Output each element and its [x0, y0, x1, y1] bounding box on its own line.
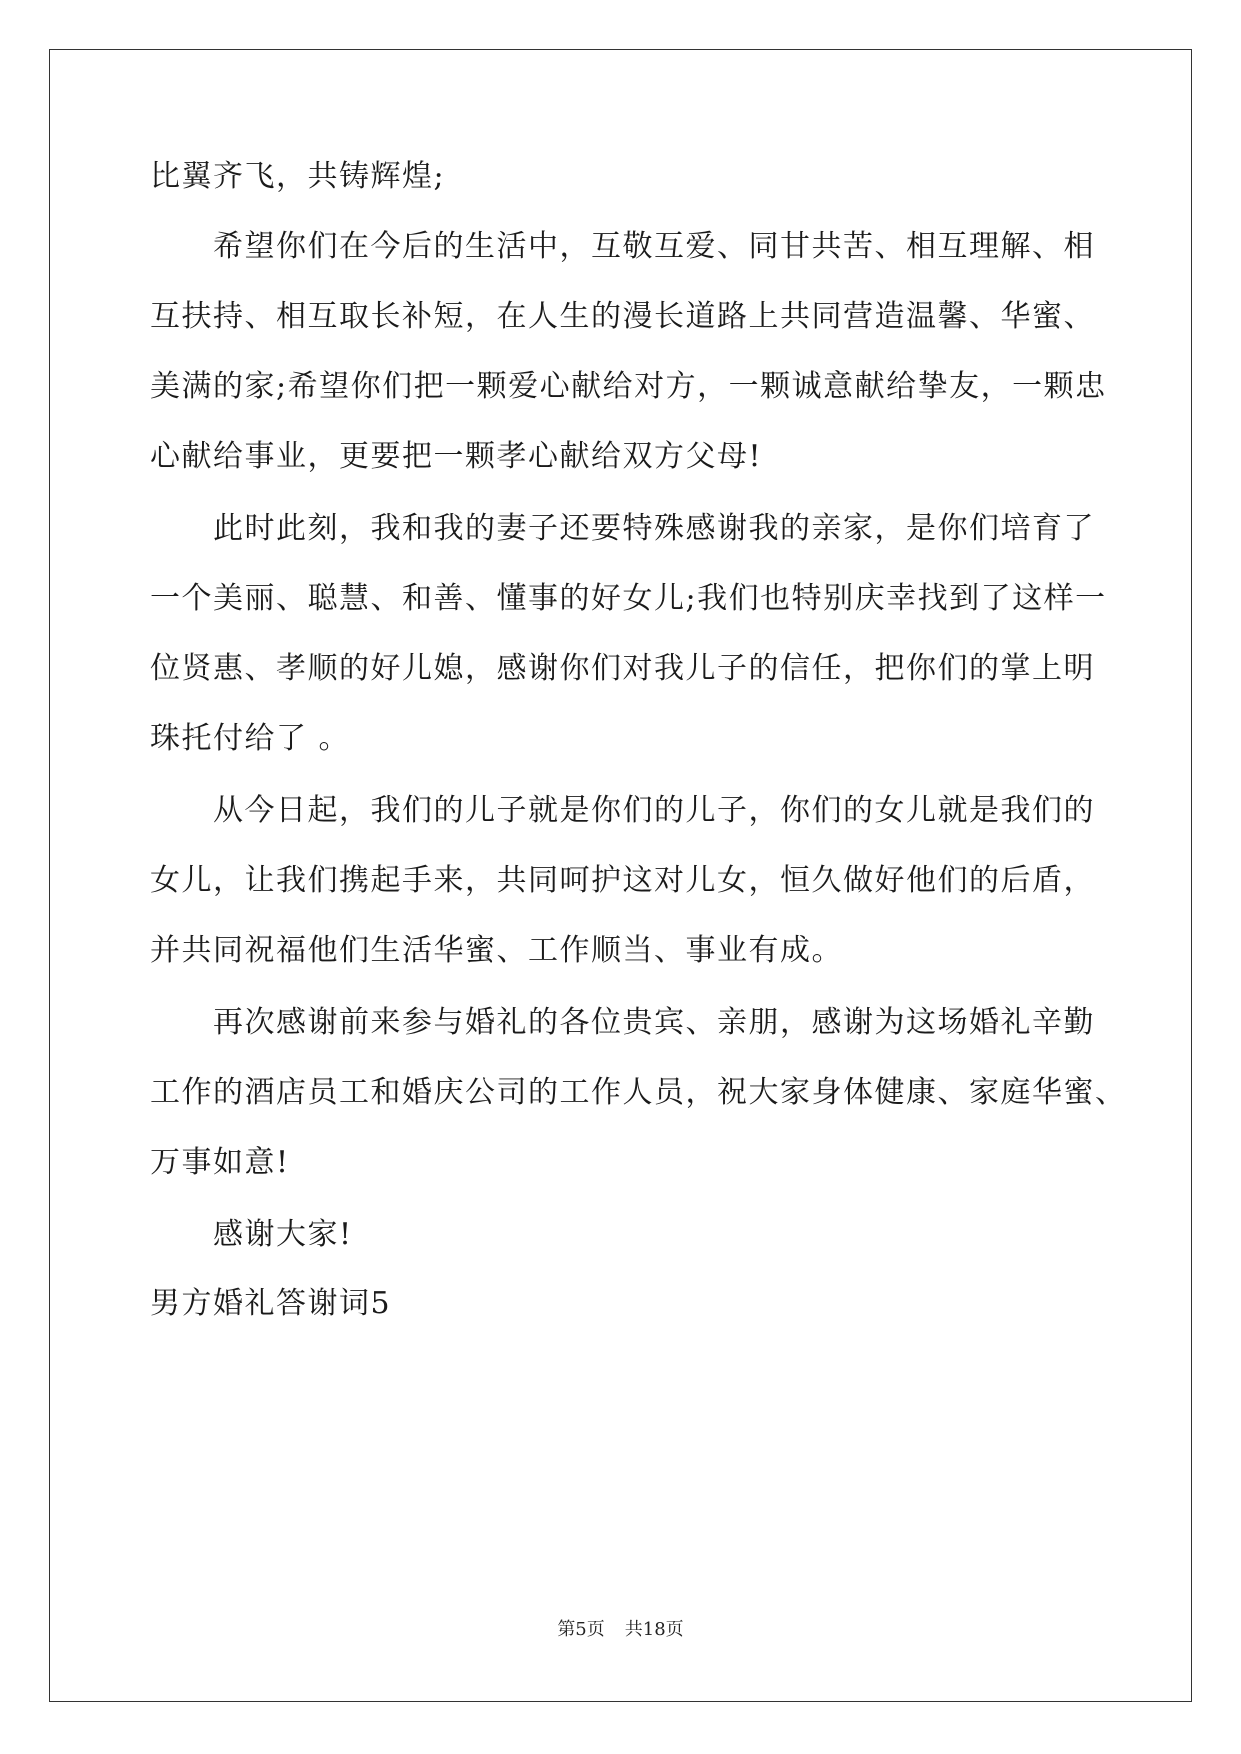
- section-heading: 男方婚礼答谢词5: [150, 1286, 392, 1321]
- text-line: 美满的家;希望你们把一颗爱心献给对方，一颗诚意献给挚友，一颗忠: [150, 369, 1107, 404]
- text-line: 位贤惠、孝顺的好儿媳，感谢你们对我儿子的信任，把你们的掌上明: [150, 651, 1095, 686]
- paragraph-start: 感谢大家!: [213, 1217, 353, 1252]
- paragraph-start: 希望你们在今后的生活中，互敬互爱、同甘共苦、相互理解、相: [213, 229, 1095, 264]
- text-line: 工作的酒店员工和婚庆公司的工作人员，祝大家身体健康、家庭华蜜、: [150, 1075, 1127, 1110]
- text-line: 比翼齐飞，共铸辉煌;: [150, 159, 446, 194]
- text-line: 并共同祝福他们生活华蜜、工作顺当、事业有成。: [150, 933, 843, 968]
- text-line: 一个美丽、聪慧、和善、懂事的好女儿;我们也特别庆幸找到了这样一: [150, 581, 1107, 616]
- paragraph-start: 从今日起，我们的儿子就是你们的儿子，你们的女儿就是我们的: [213, 793, 1095, 828]
- text-line: 女儿，让我们携起手来，共同呵护这对儿女，恒久做好他们的后盾，: [150, 863, 1095, 898]
- paragraph-start: 此时此刻，我和我的妻子还要特殊感谢我的亲家，是你们培育了: [213, 511, 1095, 546]
- page-number: 第5页: [557, 1619, 605, 1640]
- page-footer: [0, 1618, 1241, 1642]
- paragraph-start: 再次感谢前来参与婚礼的各位贵宾、亲朋，感谢为这场婚礼辛勤: [213, 1005, 1095, 1040]
- text-line: 互扶持、相互取长补短，在人生的漫长道路上共同营造温馨、华蜜、: [150, 299, 1095, 334]
- text-line: 万事如意!: [150, 1145, 290, 1180]
- text-line: 心献给事业，更要把一颗孝心献给双方父母!: [150, 439, 763, 474]
- page-total: 共18页: [624, 1619, 684, 1640]
- text-line: 珠托付给了 。: [150, 721, 351, 756]
